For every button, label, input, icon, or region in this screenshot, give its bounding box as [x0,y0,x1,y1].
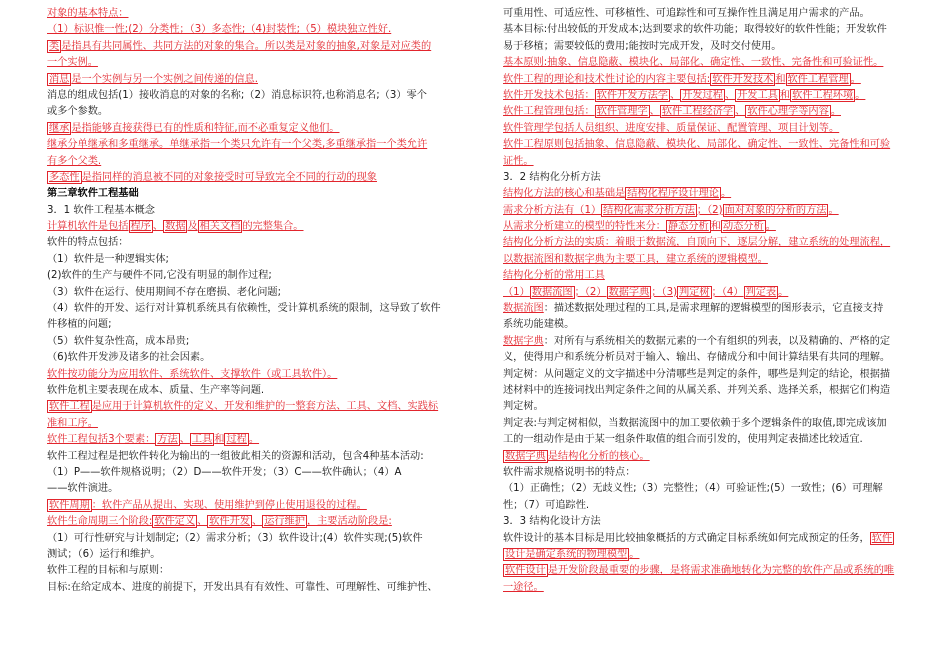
boxed-term: 设计是确定系统的物理模型 [505,548,628,560]
text-line: （1）软件是一种逻辑实体; [47,253,169,265]
boxed-term: 软件周期 [49,499,90,511]
boxed-term: 软件工程经济学 [661,106,734,118]
text-line: （1）正确性；（2）无歧义性;（3）完整性；（4）可验证性;(5）一致性；(6）可理解 [503,483,883,495]
boxed-term: 过程 [226,434,247,446]
boxed-term: 软件工程环境 [792,89,854,101]
text-line: 3．2 结构化分析方法 [503,171,601,183]
text-line: 软件生命周期三个阶段: 软件定义 、 软件开发 、 运行维护 ，主要活动阶段是: [47,516,392,528]
text-line: 软件按功能分为应用软件、系统软件、支撑软件（或工具软件）。 [47,368,338,380]
text-line: 义，使得用户和系统分析员对于输入、输出、存储成分和中间计算结果有共同的理解。 [503,352,891,364]
boxed-term: 数据字典 [608,286,650,298]
text-line: 数据字典 是结构化分析的核心。 [505,450,650,462]
text-line: 结构化分析的常用工具 [503,270,605,282]
boxed-term: 判定表 [745,286,777,298]
text-line: 软件工程的理论和技术性讨论的内容主要包括: 软件开发技术 和 软件工程管理 。 [503,73,861,85]
text-line: 软件工程管理包括： 软件管理学 、 软件工程经济学 、 软件心理学等内容 。 [503,106,841,118]
boxed-term: 工具 [191,434,213,446]
text-line: （5）软件复杂性高，成本昂贵; [47,335,190,347]
text-line: 判定表:与判定树相似，当数据流图中的加工要依赖于多个逻辑条件的取值,即完成该加 [503,417,887,429]
text-line: 软件工程包括3个要素： 方法 、 工具 和 过程 。 [47,434,260,446]
text-line: 或多个参数。 [47,106,109,118]
text-line: 软件工程过程是把软件转化为输出的一组彼此相关的资源和活动，包含4种基本活动: [47,450,424,462]
boxed-term: 多态性 [49,171,80,183]
text-line: 软件管理学包括人员组织、进度安排、质量保证、配置管理、项目计划等。 [503,122,840,134]
text-line: 系统功能建模。 [503,319,575,331]
text-line: 第三章软件工程基础 [47,188,139,200]
text-line: 工的一组动作是由于某一组条件取值的组合而引发的，使用判定表描述比较适宜. [503,434,863,446]
text-line: （4）软件的开发、运行对计算机系统具有依赖性，受计算机系统的限制，这导致了软件 [47,303,441,315]
boxed-term: 消息 [49,73,70,85]
boxed-term: 相关文档 [199,221,241,233]
text-line: 软件工程原则包括抽象、信息隐蔽、模块化、局部化、确定性、一致性、完备性和可验 [503,139,891,151]
text-line: 判定树。 [503,401,544,413]
boxed-term: 继承 [49,122,70,134]
text-line: 软件工程的目标和与原则： [47,565,170,577]
text-line: 性；（7）可追踪性. [503,499,590,511]
text-line: 易于移植；需要较低的费用;能按时完成开发，及时交付使用。 [503,40,782,52]
text-line: 可重用性、可适应性、可移植性、可追踪性和可互操作性且满足用户需求的产品。 [503,8,870,19]
boxed-term: 软件开发 [209,516,250,528]
text-line: 多态性 是指同样的消息被不同的对象接受时可导致完全不同的行动的现象 [49,171,377,183]
text-line: 结构化分析方法的实质：着眼于数据流，自顶向下，逐层分解，建立系统的处理流程， [503,237,891,249]
text-line: 软件工程 是应用于计算机软件的定义、开发和维护的一整套方法、工具、文档、实践标 [49,401,439,413]
text-line: 软件需求规格说明书的特点： [503,466,636,478]
boxed-term: 开发工具 [737,89,778,101]
left-column [47,6,477,596]
text-line: （1）可行性研究与计划制定;（2）需求分析；（3）软件设计;(4）软件实现;(5)软件 [47,532,423,544]
boxed-term: 软件开发方法学 [596,89,668,101]
text-line: （3）软件在运行、使用期间不存在磨损、老化问题; [47,286,282,298]
text-line: 类 是指具有共同属性、共同方法的对象的集合。所以类是对象的抽象,对象是对应类的 [49,40,432,52]
boxed-term: 运行维护 [264,516,305,528]
boxed-term: 软件管理学 [596,106,648,118]
text-line: 继承 是指能够直接获得已有的性质和特征,而不必重复定义他们。 [49,122,340,134]
text-line: 软件危机主要表现在成本、质量、生产率等问题. [47,384,265,396]
text-line: 3．1 软件工程基本概念 [47,204,155,216]
boxed-term: 数据字典 [505,450,546,462]
text-line: 有多个父类. [47,155,102,167]
text-line: （6)软件开发涉及诸多的社会因素。 [47,352,211,364]
boxed-term: 判定树 [679,286,710,298]
text-line: 继承分单继承和多重继承。单继承指一个类只允许有一个父类,多重继承指一个类允许 [47,139,428,151]
text-line: 数据字典：对所有与系统相关的数据元素的一个有组织的列表，以及精确的、严格的定 [503,335,891,347]
boxed-term: 结构化需求分析方法 [603,204,695,216]
text-line: 软件开发技术包括： 软件开发方法学 、 开发过程 、 开发工具 和 软件工程环境 。 [503,89,866,101]
boxed-term: 数据流图 [531,286,573,298]
boxed-term: 软件 [871,532,893,544]
boxed-term: 开发过程 [682,89,723,101]
text-line: 3．3 结构化设计方法 [503,516,601,528]
boxed-term: 静态分析 [668,221,709,233]
text-line: 软件设计 是开发阶段最重要的步骤，是将需求准确地转化为完整的软件产品或系统的唯 [505,565,895,577]
text-line: （1） 数据流图 ；（2） 数据字典 ；（3) 判定树 ；（4） 判定表 。 [503,286,789,298]
text-line: 判定树：从问题定义的文字描述中分清哪些是判定的条件，哪些是判定的结论，根据描 [503,368,891,380]
boxed-term: 结构化程序设计理论 [627,188,719,200]
text-line: 需求分析方法有（1） 结构化需求分析方法 ；（2) 面对对象的分析的方法 。 [503,204,839,216]
text-line: 测试；（6）运行和维护。 [47,548,161,560]
boxed-term: 程序 [130,221,151,233]
boxed-term: 数据 [165,221,186,233]
text-line: 数据流图：描述数据处理过程的工具,是需求理解的逻辑模型的图形表示，它直接支持 [503,303,884,315]
boxed-term: 类 [49,40,60,52]
boxed-term: 软件工程 [49,401,90,413]
text-line: 件移植的问题; [47,319,112,331]
text-line: 基本原则:抽象、信息隐蔽、模块化、局部化、确定性、一致性、完备性和可验证性。 [503,57,884,69]
text-line: 结构化方法的核心和基础是 结构化程序设计理论 。 [503,188,732,200]
text-line: 设计是确定系统的物理模型 。 [505,548,640,560]
boxed-term: 软件定义 [154,516,196,528]
right-column [503,6,935,596]
term-label: 数据流图 [503,303,544,315]
boxed-term: 软件设计 [505,565,546,577]
text-line: 软件设计的基本目标是用比较抽象概括的方式确定目标系统如何完成预定的任务， 软件 [503,532,893,544]
boxed-term: 软件工程管理 [787,73,849,85]
boxed-term: 软件开发技术 [712,73,774,85]
text-line: （1）标识惟一性;(2）分类性；（3）多态性;（4)封装性;（5）模块独立性好. [47,24,392,36]
text-line: 消息 是一个实例与另一个实例之间传递的信息. [49,73,258,85]
text-line: 从需求分析建立的模型的特性来分： 静态分析 和 动态分析 。 [503,221,776,233]
text-line: 目标:在给定成本、进度的前提下，开发出具有有效性、可靠性、可理解性、可维护性、 [47,581,438,593]
term-label: 数据字典 [503,335,544,347]
text-line: 软件周期 ：软件产品从提出、实现、使用维护到停止使用退役的过程。 [49,499,367,511]
boxed-term: 软件心理学等内容 [747,106,829,118]
text-line: 证性。 [503,155,534,167]
text-line: 一个实例。 [47,57,98,69]
text-line: 述材料中的连接词找出判定条件之间的从属关系、并列关系、选择关系，根据它们构造 [503,384,891,396]
text-line: 消息的组成包括(1）接收消息的对象的名称;（2）消息标识符,也称消息名;（3）零个 [47,89,427,101]
text-line: 一途径。 [503,581,544,593]
text-line: (2)软件的生产与硬件不同,它没有明显的制作过程; [47,270,272,282]
text-line: 基本目标:付出较低的开发成本;达到要求的软件功能；取得较好的软件性能；开发软件 [503,24,887,36]
text-line: 软件的特点包括： [47,237,129,249]
text-line: 计算机软件是包括 程序 、 数据 及 相关文档 的完整集合。 [47,221,304,233]
text-line: 准和工序。 [47,417,98,429]
text-line: （1）P——软件规格说明；（2）D——软件开发；（3）C——软件确认；（4）A [47,466,402,478]
boxed-term: 方法 [157,434,178,446]
boxed-term: 面对对象的分析的方法 [724,204,827,216]
text-line: ——软件演进。 [47,483,119,495]
boxed-term: 动态分析 [722,221,764,233]
text-line: 以数据流图和数据字典为主要工具，建立系统的逻辑模型。 [503,253,768,265]
text-line: 对象的基本特点： [47,8,129,19]
